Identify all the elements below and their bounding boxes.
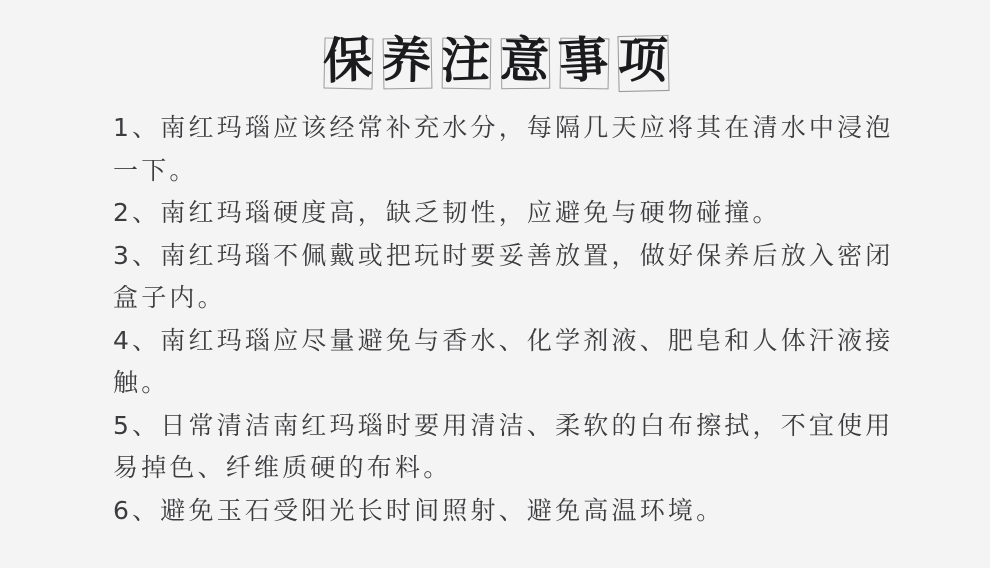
title-char-box xyxy=(323,25,373,95)
care-item-3: 3、南红玛瑙不佩戴或把玩时要妥善放置，做好保养后放入密闭盒子内。 xyxy=(113,240,894,312)
care-item-5: 5、日常清洁南红玛瑙时要用清洁、柔软的白布擦拭，不宜使用易掉色、纤维质硬的布料。 xyxy=(113,410,894,482)
care-item-2: 2、南红玛瑙硬度高，缺乏韧性，应避免与硬物碰撞。 xyxy=(113,198,781,227)
page-title xyxy=(0,22,990,98)
title-char: 养 xyxy=(381,30,432,90)
title-char-box xyxy=(441,25,491,95)
title-char-box xyxy=(500,25,550,95)
title-char: 意 xyxy=(499,30,550,90)
care-item-6: 6、避免玉石受阳光长时间照射、避免高温环境。 xyxy=(113,495,725,525)
care-instruction-list xyxy=(113,107,901,532)
title-char-box xyxy=(382,25,432,95)
title-char: 项 xyxy=(616,31,669,89)
title-char: 保 xyxy=(322,29,373,91)
title-char-box xyxy=(618,25,668,95)
care-item-1: 1、南红玛瑙应该经常补充水分，每隔几天应将其在清水中浸泡一下。 xyxy=(113,113,894,185)
title-char: 事 xyxy=(556,30,611,90)
title-char-box xyxy=(556,25,611,95)
title-char: 注 xyxy=(440,30,491,90)
care-item-4: 4、南红玛瑙应尽量避免与香水、化学剂液、肥皂和人体汗液接触。 xyxy=(113,325,894,397)
